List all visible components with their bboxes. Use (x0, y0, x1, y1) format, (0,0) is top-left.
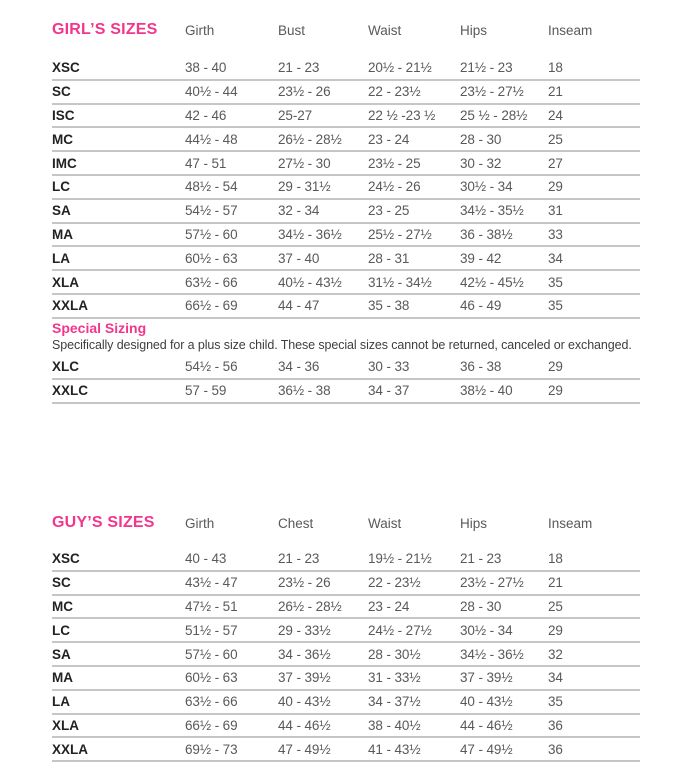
size-code: XLA (52, 274, 79, 290)
column-header: Hips (460, 515, 488, 531)
waist-value: 31½ - 34½ (368, 274, 432, 290)
size-code: MA (52, 226, 73, 242)
girth-value: 47 - 51 (185, 155, 227, 171)
hips-value: 23½ - 27½ (460, 84, 524, 100)
waist-value: 30 - 33 (368, 359, 410, 375)
table-row (52, 128, 640, 152)
hips-value: 21 - 23 (460, 551, 502, 567)
girth-value: 40½ - 44 (185, 84, 238, 100)
inseam-value: 33 (548, 226, 563, 242)
table-row (52, 380, 640, 404)
hips-value: 40 - 43½ (460, 694, 513, 710)
hips-value: 47 - 49½ (460, 741, 513, 757)
hips-value: 42½ - 45½ (460, 274, 524, 290)
inseam-value: 34 (548, 670, 563, 686)
chest-value: 47 - 49½ (278, 741, 331, 757)
waist-value: 20½ - 21½ (368, 60, 432, 76)
hips-value: 38½ - 40 (460, 383, 513, 399)
girth-value: 38 - 40 (185, 60, 227, 76)
waist-value: 23½ - 25 (368, 155, 421, 171)
hips-value: 44 - 46½ (460, 717, 513, 733)
column-header: Waist (368, 22, 402, 38)
hips-value: 23½ - 27½ (460, 575, 524, 591)
girth-value: 54½ - 56 (185, 359, 238, 375)
inseam-value: 35 (548, 694, 563, 710)
girth-value: 57½ - 60 (185, 226, 238, 242)
girth-value: 51½ - 57 (185, 622, 238, 638)
girth-value: 48½ - 54 (185, 179, 238, 195)
hips-value: 46 - 49 (460, 298, 502, 314)
inseam-value: 24 (548, 107, 563, 123)
chest-value: 29 - 33½ (278, 622, 331, 638)
waist-value: 28 - 30½ (368, 646, 421, 662)
bust-value: 25-27 (278, 107, 313, 123)
bust-value: 29 - 31½ (278, 179, 331, 195)
bust-value: 40½ - 43½ (278, 274, 342, 290)
size-code: SA (52, 203, 71, 219)
chest-value: 26½ - 28½ (278, 598, 342, 614)
table-row (52, 271, 640, 295)
table-row (52, 152, 640, 176)
size-code: MA (52, 670, 73, 686)
waist-value: 34 - 37 (368, 383, 410, 399)
inseam-value: 25 (548, 598, 563, 614)
table-row (52, 643, 640, 667)
hips-value: 36 - 38 (460, 359, 502, 375)
hips-value: 30½ - 34 (460, 179, 513, 195)
hips-value: 28 - 30 (460, 131, 502, 147)
bust-value: 23½ - 26 (278, 84, 331, 100)
chest-value: 34 - 36½ (278, 646, 331, 662)
girls-sizes-title: GIRL’S SIZES (52, 21, 158, 38)
size-code: XXLC (52, 383, 89, 399)
table-row (52, 176, 640, 200)
chest-value: 44 - 46½ (278, 717, 331, 733)
inseam-value: 18 (548, 60, 563, 76)
size-code: LC (52, 622, 70, 638)
size-code: MC (52, 598, 73, 614)
waist-value: 28 - 31 (368, 250, 410, 266)
column-header: Inseam (548, 515, 593, 531)
guys-sizes-header (52, 513, 640, 533)
table-row (52, 691, 640, 715)
inseam-value: 29 (548, 359, 563, 375)
waist-value: 22 - 23½ (368, 575, 421, 591)
bust-value: 21 - 23 (278, 60, 320, 76)
hips-value: 21½ - 23 (460, 60, 513, 76)
girth-value: 66½ - 69 (185, 717, 238, 733)
table-row (52, 596, 640, 620)
waist-value: 23 - 25 (368, 203, 410, 219)
waist-value: 25½ - 27½ (368, 226, 432, 242)
table-row (52, 247, 640, 271)
size-code: XXLA (52, 741, 89, 757)
column-header: Chest (278, 515, 314, 531)
girth-value: 66½ - 69 (185, 298, 238, 314)
bust-value: 27½ - 30 (278, 155, 331, 171)
girth-value: 54½ - 57 (185, 203, 238, 219)
inseam-value: 29 (548, 383, 563, 399)
hips-value: 37 - 39½ (460, 670, 513, 686)
waist-value: 22 - 23½ (368, 84, 421, 100)
size-code: LA (52, 250, 70, 266)
girth-value: 57½ - 60 (185, 646, 238, 662)
waist-value: 41 - 43½ (368, 741, 421, 757)
table-row (52, 356, 640, 380)
size-code: LC (52, 179, 70, 195)
girls-sizes-table (52, 57, 640, 319)
chest-value: 21 - 23 (278, 551, 320, 567)
waist-value: 34 - 37½ (368, 694, 421, 710)
inseam-value: 25 (548, 131, 563, 147)
inseam-value: 31 (548, 203, 563, 219)
table-row (52, 224, 640, 248)
special-sizing-table (52, 356, 640, 404)
hips-value: 30½ - 34 (460, 622, 513, 638)
table-row (52, 619, 640, 643)
waist-value: 24½ - 27½ (368, 622, 432, 638)
girth-value: 60½ - 63 (185, 670, 238, 686)
size-code: SC (52, 575, 71, 591)
column-header: Bust (278, 22, 306, 38)
guys-sizes-title: GUY’S SIZES (52, 514, 155, 531)
hips-value: 25 ½ - 28½ (460, 107, 528, 123)
girth-value: 63½ - 66 (185, 274, 238, 290)
inseam-value: 29 (548, 622, 563, 638)
bust-value: 34 - 36 (278, 359, 320, 375)
waist-value: 24½ - 26 (368, 179, 421, 195)
table-row (52, 295, 640, 319)
size-code: IMC (52, 155, 77, 171)
chest-value: 40 - 43½ (278, 694, 331, 710)
table-row (52, 105, 640, 129)
bust-value: 32 - 34 (278, 203, 320, 219)
special-sizing-description: Specifically designed for a plus size child. These special sizes cannot be returned, canceled or exchanged. (52, 338, 632, 352)
girth-value: 44½ - 48 (185, 131, 238, 147)
size-code: MC (52, 131, 73, 147)
column-header: Girth (185, 515, 215, 531)
waist-value: 23 - 24 (368, 598, 410, 614)
chest-value: 23½ - 26 (278, 575, 331, 591)
girls-sizes-header (52, 20, 640, 40)
waist-value: 22 ½ -23 ½ (368, 107, 436, 123)
girth-value: 57 - 59 (185, 383, 227, 399)
inseam-value: 21 (548, 84, 563, 100)
waist-value: 19½ - 21½ (368, 551, 432, 567)
waist-value: 23 - 24 (368, 131, 410, 147)
girth-value: 60½ - 63 (185, 250, 238, 266)
table-row (52, 81, 640, 105)
bust-value: 36½ - 38 (278, 383, 331, 399)
waist-value: 31 - 33½ (368, 670, 421, 686)
bust-value: 44 - 47 (278, 298, 320, 314)
size-code: XLA (52, 717, 79, 733)
table-row (52, 200, 640, 224)
girth-value: 40 - 43 (185, 551, 227, 567)
size-code: XSC (52, 551, 80, 567)
inseam-value: 35 (548, 298, 563, 314)
size-code: XSC (52, 60, 80, 76)
inseam-value: 21 (548, 575, 563, 591)
size-code: ISC (52, 107, 75, 123)
hips-value: 39 - 42 (460, 250, 502, 266)
bust-value: 26½ - 28½ (278, 131, 342, 147)
table-row (52, 667, 640, 691)
size-code: XLC (52, 359, 79, 375)
bust-value: 37 - 40 (278, 250, 320, 266)
hips-value: 34½ - 36½ (460, 646, 524, 662)
bust-value: 34½ - 36½ (278, 226, 342, 242)
inseam-value: 27 (548, 155, 563, 171)
hips-value: 34½ - 35½ (460, 203, 524, 219)
girth-value: 47½ - 51 (185, 598, 238, 614)
column-header: Waist (368, 515, 402, 531)
hips-value: 28 - 30 (460, 598, 502, 614)
size-code: SA (52, 646, 71, 662)
guys-sizes-table (52, 548, 640, 762)
inseam-value: 34 (548, 250, 563, 266)
inseam-value: 29 (548, 179, 563, 195)
girth-value: 43½ - 47 (185, 575, 238, 591)
table-row (52, 572, 640, 596)
size-code: LA (52, 694, 70, 710)
size-code: XXLA (52, 298, 89, 314)
waist-value: 35 - 38 (368, 298, 410, 314)
special-sizing-title: Special Sizing (52, 320, 147, 336)
inseam-value: 36 (548, 741, 563, 757)
column-header: Inseam (548, 22, 593, 38)
column-header: Girth (185, 22, 215, 38)
chest-value: 37 - 39½ (278, 670, 331, 686)
column-header: Hips (460, 22, 488, 38)
hips-value: 36 - 38½ (460, 226, 513, 242)
table-row (52, 715, 640, 739)
girth-value: 69½ - 73 (185, 741, 238, 757)
table-row (52, 738, 640, 762)
table-row (52, 548, 640, 572)
table-row (52, 57, 640, 81)
waist-value: 38 - 40½ (368, 717, 421, 733)
inseam-value: 36 (548, 717, 563, 733)
girth-value: 42 - 46 (185, 107, 227, 123)
girth-value: 63½ - 66 (185, 694, 238, 710)
inseam-value: 32 (548, 646, 563, 662)
size-code: SC (52, 84, 71, 100)
inseam-value: 18 (548, 551, 563, 567)
hips-value: 30 - 32 (460, 155, 502, 171)
inseam-value: 35 (548, 274, 563, 290)
